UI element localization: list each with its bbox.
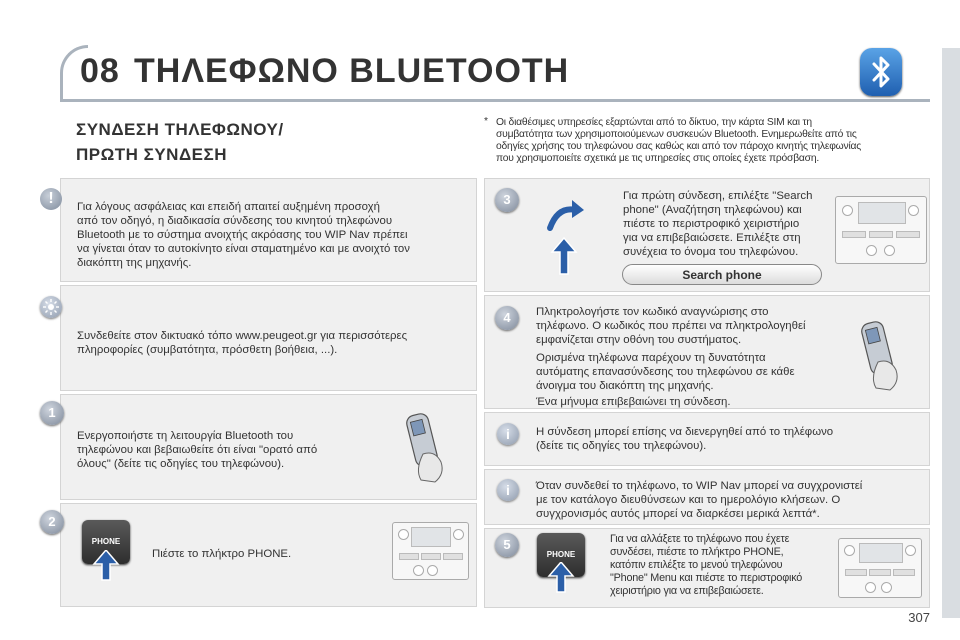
footnote-marker: * <box>484 116 488 127</box>
step4-text-line: Ορισμένα τηλέφωνα παρέχουν τη δυνατότητα <box>536 352 766 364</box>
info-text-line: Όταν συνδεθεί το τηλέφωνο, το WIP Nav μπορεί να συγχρονιστεί <box>536 480 863 492</box>
step1-text-line: όλους" (δείτε τις οδηγίες του τηλεφώνου). <box>77 458 285 470</box>
step5-text-line: συνδέσει, πιέστε το πλήκτρο PHONE, <box>610 546 784 558</box>
step5-text-line: χειριστήριο για να επιβεβαιώσετε. <box>610 585 764 597</box>
step5-number: 5 <box>495 533 519 557</box>
radio-unit-illustration <box>392 522 469 580</box>
warning-text-line: να γίνεται όταν το αυτοκίνητο είναι σταματημένο και με ανοιχτό τον <box>77 243 410 255</box>
info-text-line: (δείτε τις οδηγίες του τηλεφώνου). <box>536 440 707 452</box>
header-divider <box>60 99 930 102</box>
mobile-phone-illustration <box>860 318 904 399</box>
info-text-line: με τον κατάλογο διευθύνσεων και το ημερολόγιο κλήσεων. Ο <box>536 494 841 506</box>
step3-text-line: συνέχεια το όνομα του τηλεφώνου. <box>623 246 799 258</box>
step1-number: 1 <box>40 401 64 425</box>
section-title-line1: ΣΥΝΔΕΣΗ ΤΗΛΕΦΩΝΟΥ/ <box>76 120 284 139</box>
step2-number: 2 <box>40 510 64 534</box>
step2-text-line: Πιέστε το πλήκτρο PHONE. <box>152 548 292 560</box>
step1-text-line: τηλεφώνου και βεβαιωθείτε ότι είναι "ορατό από <box>77 444 318 456</box>
warning-text-line: από τον οδηγό, η διαδικασία σύνδεσης του κινητού τηλεφώνου <box>77 215 393 227</box>
press-arrow-icon <box>547 562 575 599</box>
info-icon: i <box>497 479 519 501</box>
tip-text-line: πληροφορίες (συμβατότητα, πρόσθετη βοήθεια, ...). <box>77 344 338 356</box>
warning-text-line: διακόπτη της μηχανής. <box>77 257 192 269</box>
radio-unit-illustration <box>835 196 927 264</box>
step5-text-line: Για να αλλάξετε το τηλέφωνο που έχετε <box>610 533 790 545</box>
step5-text-line: "Phone" Menu και πιέστε το περιστροφικό <box>610 572 803 584</box>
step5-text-line: κατόπιν επιλέξτε το μενού τηλεφώνου <box>610 559 783 571</box>
phone-button[interactable]: PHONE <box>82 520 130 564</box>
rotary-knob-icon <box>540 188 590 283</box>
info-text-line: Η σύνδεση μπορεί επίσης να διενεργηθεί από το τηλέφωνο <box>536 426 834 438</box>
step3-text-line: Για πρώτη σύνδεση, επιλέξτε "Search <box>623 190 813 202</box>
search-phone-button[interactable]: Search phone <box>622 264 822 285</box>
step4-text-line: αυτόματης επανασύνδεσης του τηλεφώνου σε κάθε <box>536 366 795 378</box>
page-edge-tab <box>942 48 960 618</box>
footnote-line: συμβατότητα των χρησιμοποιούμενων συσκευών Bluetooth. Ενημερωθείτε από τις <box>496 129 857 140</box>
lightbulb-icon <box>40 296 62 318</box>
page-number: 307 <box>908 610 930 625</box>
footnote-line: οδηγίες χρήσης του τηλεφώνου σας καθώς και από τον πάροχο κινητής τηλεφωνίας <box>496 141 862 152</box>
exclamation-icon: ! <box>40 188 62 210</box>
step4-text-line: Ένα μήνυμα επιβεβαιώνει τη σύνδεση. <box>536 396 731 408</box>
step1-text-line: Ενεργοποιήστε τη λειτουργία Bluetooth του <box>77 430 294 442</box>
chapter-number: 08 <box>80 52 120 90</box>
step4-number: 4 <box>495 306 519 330</box>
footnote-line: που χρησιμοποιείτε σχετικά με τις υπηρεσίες στις οποίες έχετε πρόσβαση. <box>496 153 820 164</box>
phone-button[interactable]: PHONE <box>537 533 585 577</box>
step4-text-line: άνοιγμα του διακόπτη της μηχανής. <box>536 380 714 392</box>
warning-text-line: Bluetooth με το σύστημα ανοιχτής ακρόασης του WIP Nav πρέπει <box>77 229 408 241</box>
step3-text-line: για να επιβεβαιώσετε. Επιλέξτε στη <box>623 232 801 244</box>
info-text-line: συγχρονισμός αυτός μπορεί να διαρκέσει μερικά λεπτά*. <box>536 508 820 520</box>
footnote-line: Οι διαθέσιμες υπηρεσίες εξαρτώνται από το δίκτυο, την κάρτα SIM και τη <box>496 117 812 128</box>
info-icon: i <box>497 423 519 445</box>
mobile-phone-illustration <box>405 410 449 491</box>
press-arrow-icon <box>92 550 120 587</box>
step4-text-line: τηλέφωνο. Ο κωδικός που πρέπει να πληκτρολογηθεί <box>536 320 806 332</box>
bluetooth-icon <box>860 48 902 96</box>
step3-text-line: phone" (Αναζήτηση τηλεφώνου) και <box>623 204 802 216</box>
step3-number: 3 <box>495 188 519 212</box>
chapter-title: ΤΗΛΕΦΩΝΟ BLUETOOTH <box>134 52 570 90</box>
tip-text-line: Συνδεθείτε στον δικτυακό τόπο www.peugeot.gr για περισσότερες <box>77 330 408 342</box>
warning-text-line: Για λόγους ασφάλειας και επειδή απαιτεί αυξημένη προσοχή <box>77 201 380 213</box>
step4-text-line: Πληκτρολογήστε τον κωδικό αναγνώρισης στο <box>536 306 769 318</box>
radio-unit-illustration <box>838 538 922 598</box>
section-title-line2: ΠΡΩΤΗ ΣΥΝΔΕΣΗ <box>76 145 227 164</box>
step3-text-line: πιέστε το περιστροφικό χειριστήριο <box>623 218 800 230</box>
step4-text-line: εμφανίζεται στην οθόνη του συστήματος. <box>536 334 742 346</box>
